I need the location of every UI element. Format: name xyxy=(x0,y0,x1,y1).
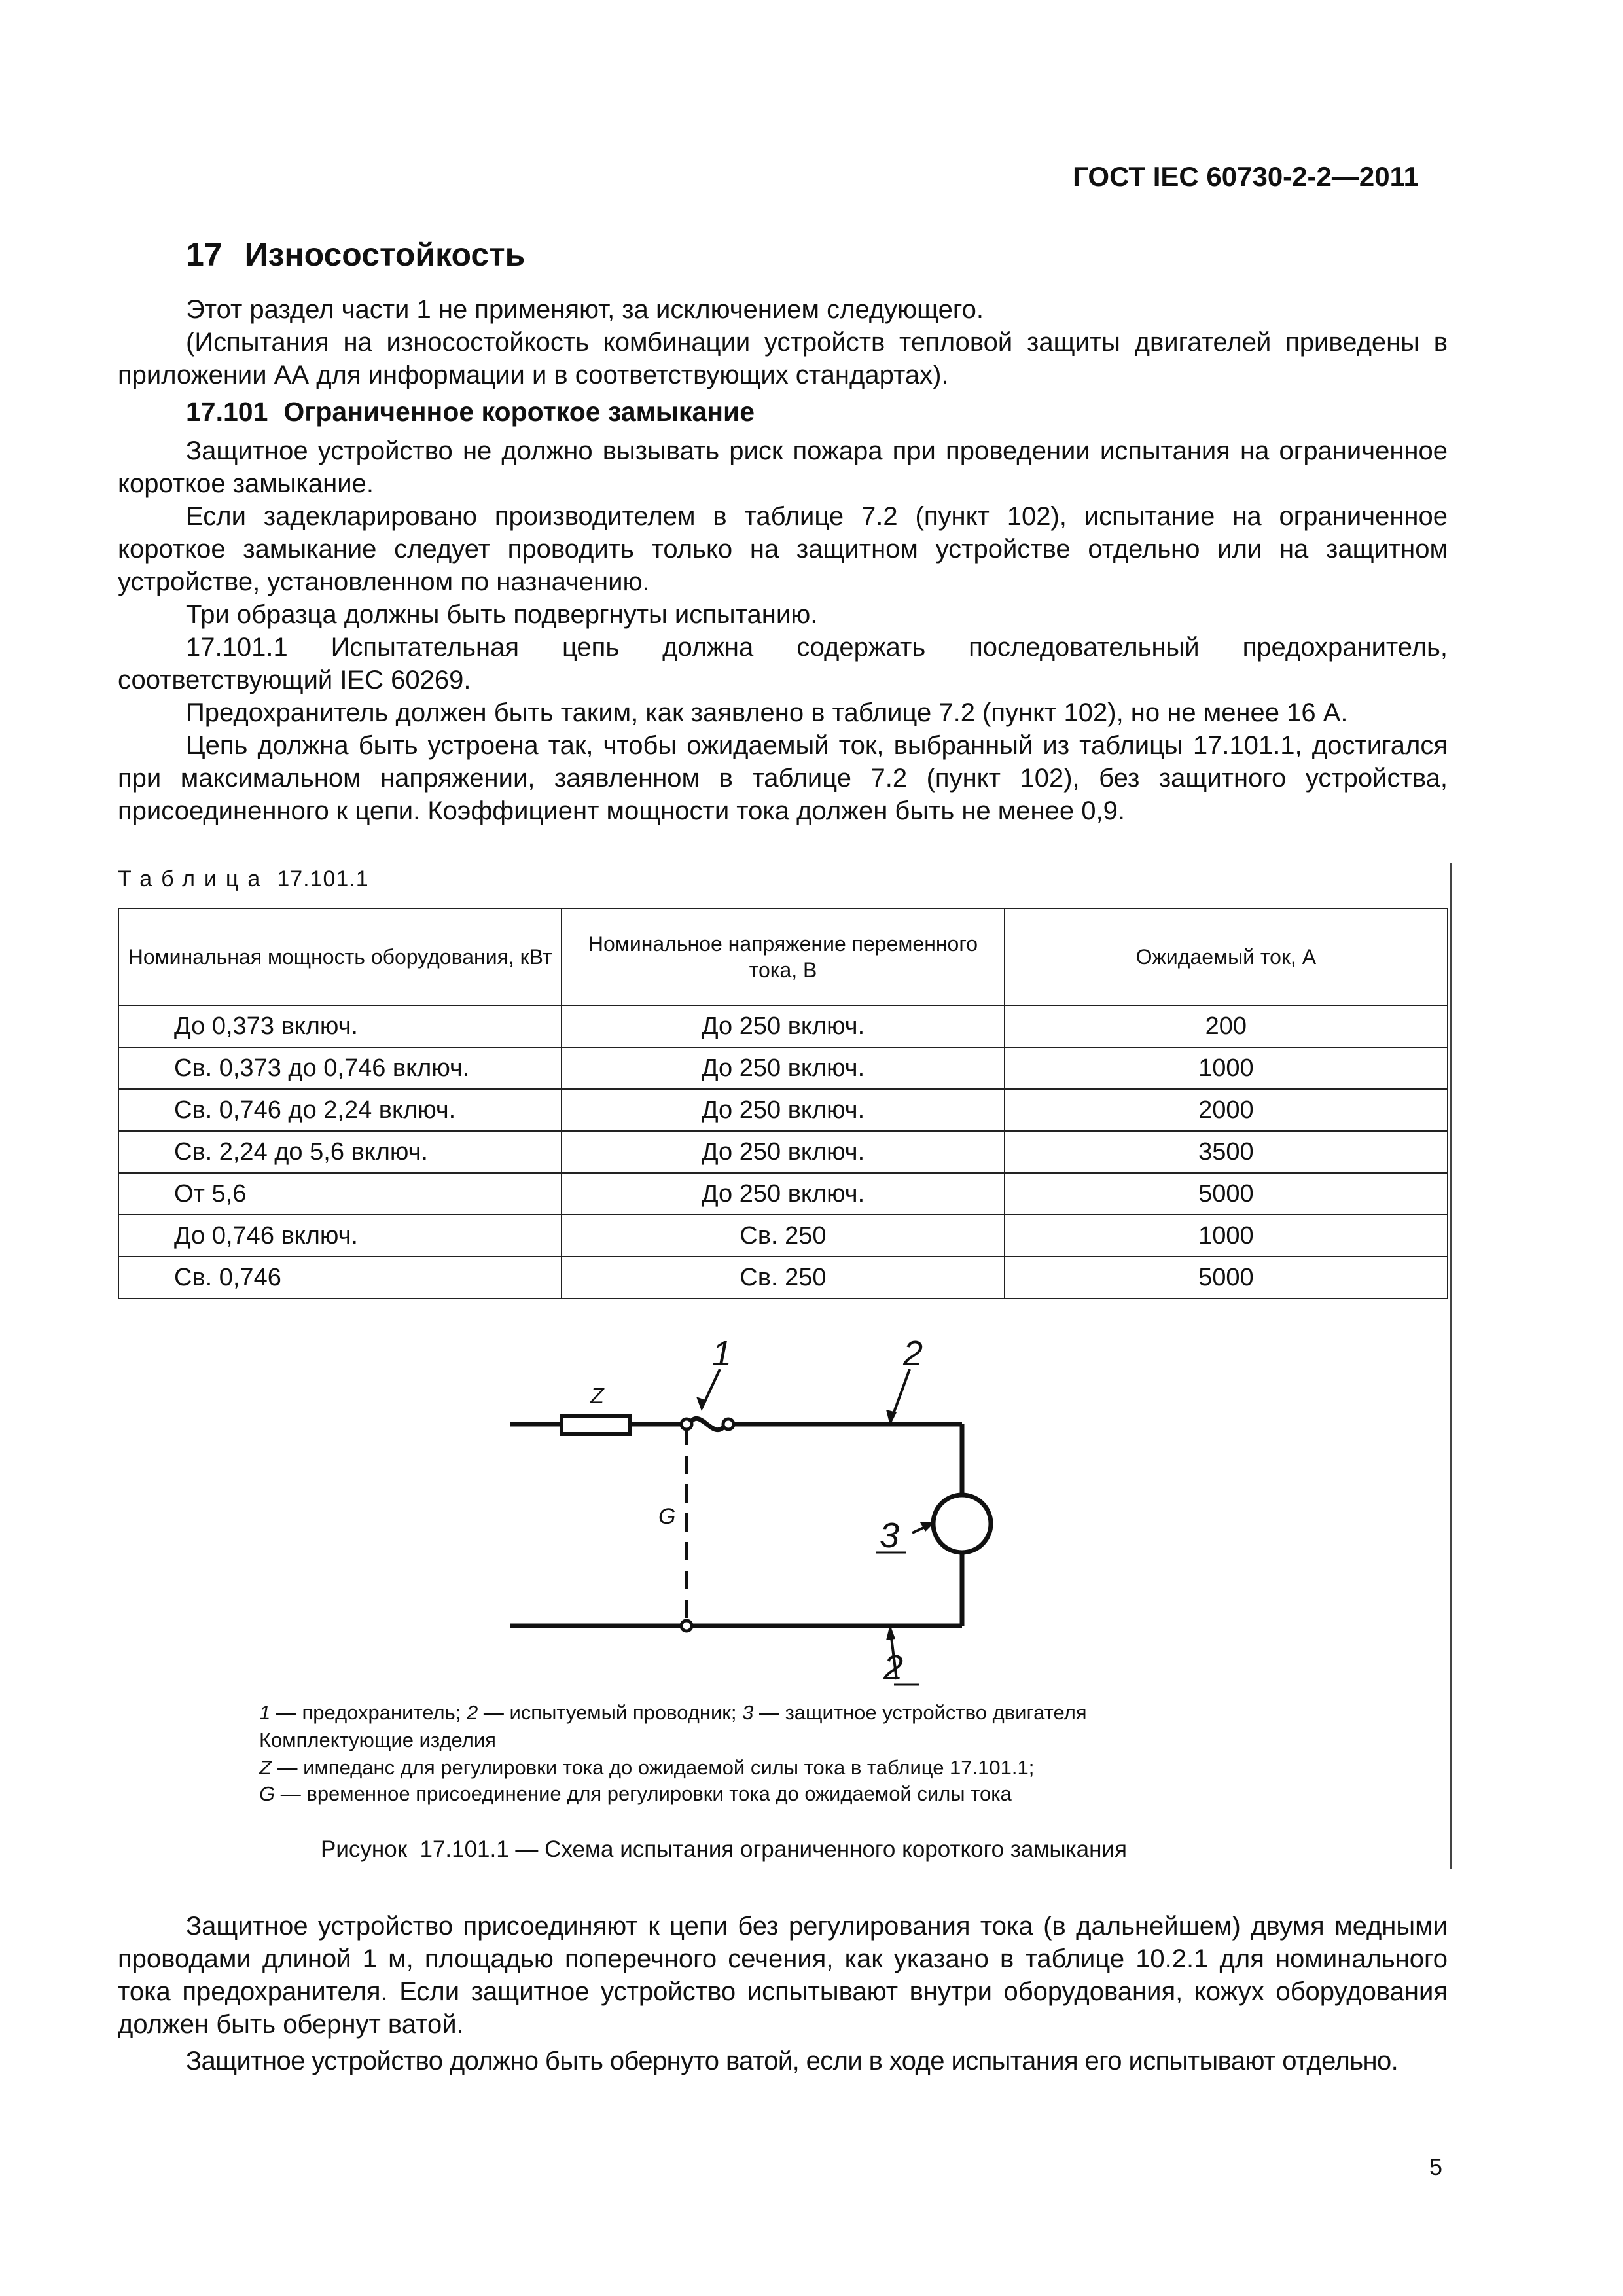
legend-line-1 xyxy=(259,1700,1087,1725)
table-cell: До 0,746 включ. xyxy=(118,1215,562,1257)
closing-paragraph-2: Защитное устройство должно быть обернуто ватой, если в ходе испытания его испытывают отдельно. xyxy=(186,2047,1399,2075)
node-terminal xyxy=(681,1621,692,1631)
table-cell: До 250 включ. xyxy=(562,1089,1004,1131)
table-cell: От 5,6 xyxy=(118,1173,562,1215)
body-paragraph-2: Если задекларировано производителем в таблице 7.2 (пункт 102), испытание на ограниченное короткое замыкание следует проводить только на защитном устройстве отдельно или на защитном устройстве, установленном по назначению. xyxy=(118,502,1448,596)
table-row xyxy=(118,1131,1448,1173)
document-code-header: ГОСТ IEC 60730-2-2—2011 xyxy=(1073,161,1419,192)
body-paragraph-5: Предохранитель должен быть таким, как заявлено в таблице 7.2 (пункт 102), но не менее 16 А. xyxy=(186,698,1348,727)
table-cell: 3500 xyxy=(1005,1131,1448,1173)
impedance-resistor-z xyxy=(562,1416,630,1434)
table-cell: Св. 2,24 до 5,6 включ. xyxy=(118,1131,562,1173)
node-terminal xyxy=(681,1419,692,1429)
label-g: G xyxy=(658,1504,676,1529)
section-heading xyxy=(186,236,525,274)
table-cell: Св. 0,746 xyxy=(118,1257,562,1299)
table-cell: 1000 xyxy=(1005,1215,1448,1257)
table-cell: Св. 250 xyxy=(562,1257,1004,1299)
table-cell: Св. 0,746 до 2,24 включ. xyxy=(118,1089,562,1131)
table-cell: До 250 включ. xyxy=(562,1005,1004,1047)
table-row xyxy=(118,1257,1448,1299)
table-cell: До 250 включ. xyxy=(562,1173,1004,1215)
legend-symbol: 3 xyxy=(742,1701,754,1724)
label-2-bottom: 2 xyxy=(883,1648,904,1687)
revision-bar xyxy=(1450,863,1452,1869)
table-row xyxy=(118,1089,1448,1131)
table-header-cell: Ожидаемый ток, А xyxy=(1005,908,1448,1005)
legend-text: — предохранитель; xyxy=(270,1701,467,1724)
label-z: Z xyxy=(590,1384,604,1408)
section-title: Износостойкость xyxy=(244,236,526,273)
table-caption xyxy=(118,867,369,892)
table-cell: 1000 xyxy=(1005,1047,1448,1089)
body-paragraph-3: Три образца должны быть подвергнуты испытанию. xyxy=(186,600,818,629)
section-number: 17 xyxy=(186,236,223,273)
table-row xyxy=(118,1173,1448,1215)
table-caption-word: Таблица xyxy=(118,867,270,891)
label-3: 3 xyxy=(880,1516,900,1555)
table-row xyxy=(118,1047,1448,1089)
table-cell: 2000 xyxy=(1005,1089,1448,1131)
figure-caption: Рисунок 17.101.1 — Схема испытания ограниченного короткого замыкания xyxy=(321,1837,1127,1862)
legend-line-3 xyxy=(259,1755,1034,1780)
legend-text: — временное присоединение для регулировки тока до ожидаемой силы тока xyxy=(275,1782,1012,1805)
legend-line-4 xyxy=(259,1782,1012,1806)
table-cell: До 250 включ. xyxy=(562,1047,1004,1089)
table-header-cell: Номинальное напряжение переменного тока, В xyxy=(562,908,1004,1005)
node-terminal xyxy=(723,1419,734,1429)
table-header-row xyxy=(118,908,1448,1005)
legend-text: — испытуемый проводник; xyxy=(478,1701,743,1724)
legend-line-2: Комплектующие изделия xyxy=(259,1729,496,1751)
table-cell: Св. 0,373 до 0,746 включ. xyxy=(118,1047,562,1089)
legend-symbol: G xyxy=(259,1782,276,1805)
label-1: 1 xyxy=(712,1334,732,1373)
table-cell: 200 xyxy=(1005,1005,1448,1047)
table-cell: Св. 250 xyxy=(562,1215,1004,1257)
table-row xyxy=(118,1215,1448,1257)
subsection-heading xyxy=(186,397,755,427)
table-row xyxy=(118,1005,1448,1047)
legend-text: — защитное устройство двигателя xyxy=(753,1701,1087,1724)
test-circuit-diagram xyxy=(497,1322,995,1689)
body-paragraph-4: 17.101.1 Испытательная цепь должна содержать последовательный предохранитель, соответствующий IEC 60269. xyxy=(118,633,1448,694)
closing-paragraph-1: Защитное устройство присоединяют к цепи без регулирования тока (в дальнейшем) двумя медными проводами длиной 1 м, площадью поперечного сечения, как указано в таблице 10.2.1 для номинального тока предохранителя. Если защитное устройство испытывают внутри оборудования, кожух оборудования должен быть обернут ватой. xyxy=(118,1912,1448,2039)
fault-current-table xyxy=(118,908,1448,1299)
intro-paragraph-2: (Испытания на износостойкость комбинации устройств тепловой защиты двигателей приведены в приложении АА для информации и в соответствующих стандартах). xyxy=(118,328,1448,389)
motor-protector-3 xyxy=(933,1495,991,1552)
table-cell: До 250 включ. xyxy=(562,1131,1004,1173)
legend-text: — импеданс для регулировки тока до ожидаемой силы тока в таблице 17.101.1; xyxy=(271,1756,1035,1779)
table-caption-number: 17.101.1 xyxy=(277,867,369,891)
table-cell: До 0,373 включ. xyxy=(118,1005,562,1047)
intro-paragraph-1: Этот раздел части 1 не применяют, за исключением следующего. xyxy=(186,295,984,324)
legend-symbol: 1 xyxy=(259,1701,271,1724)
table-cell: 5000 xyxy=(1005,1257,1448,1299)
subsection-title: Ограниченное короткое замыкание xyxy=(283,397,755,427)
page-number: 5 xyxy=(1429,2153,1442,2180)
label-2-top: 2 xyxy=(903,1334,923,1373)
body-paragraph-6: Цепь должна быть устроена так, чтобы ожидаемый ток, выбранный из таблицы 17.101.1, достигался при максимальном напряжении, заявленном в таблице 7.2 (пункт 102), без защитного устройства, присоединенного к цепи. Коэффициент мощности тока должен быть не менее 0,9. xyxy=(118,731,1448,825)
body-paragraph-1: Защитное устройство не должно вызывать риск пожара при проведении испытания на ограниченное короткое замыкание. xyxy=(118,437,1448,498)
table-header-cell: Номинальная мощность оборудования, кВт xyxy=(118,908,562,1005)
legend-symbol: 2 xyxy=(467,1701,478,1724)
fuse-element-1 xyxy=(689,1418,726,1429)
legend-symbol: Z xyxy=(259,1756,272,1779)
table-cell: 5000 xyxy=(1005,1173,1448,1215)
subsection-number: 17.101 xyxy=(186,397,268,427)
